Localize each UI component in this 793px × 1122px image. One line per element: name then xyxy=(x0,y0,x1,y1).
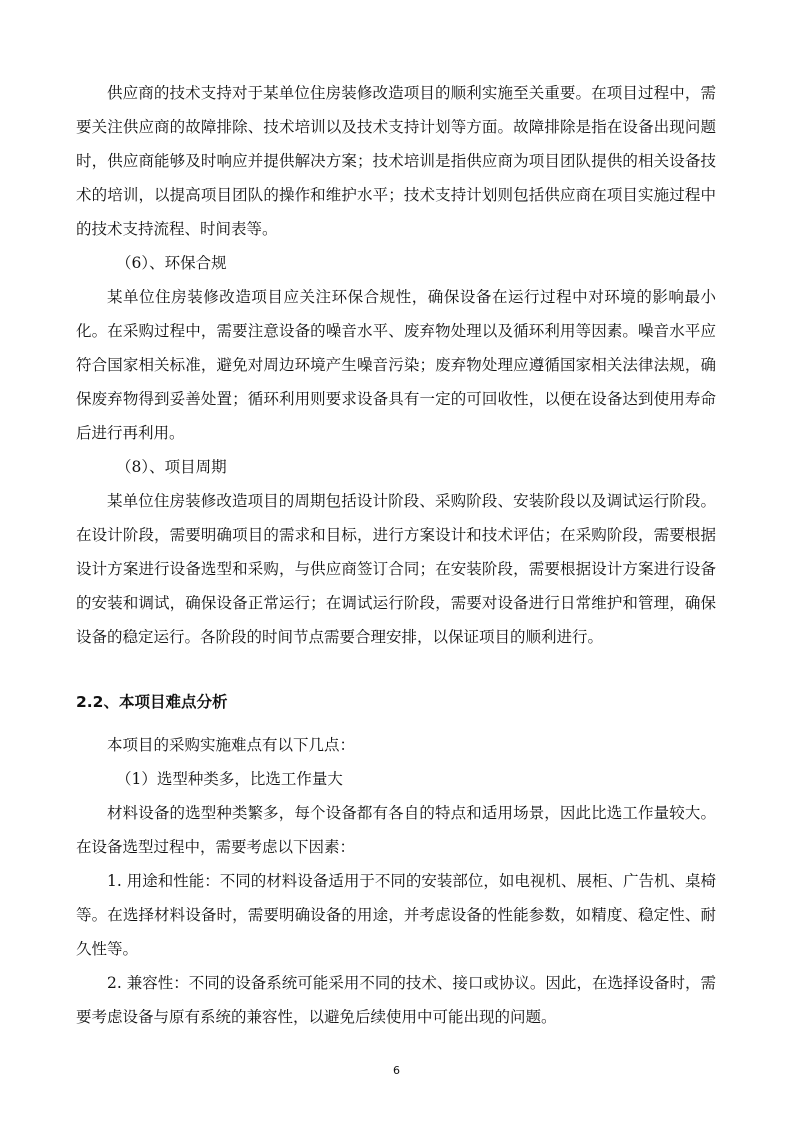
paragraph-selection: 材料设备的选型种类繁多，每个设备都有各自的特点和适用场景，因此比选工作量较大。在设备选型过程中，需要考虑以下因素： xyxy=(76,804,716,856)
paragraph-tech-support: 供应商的技术支持对于某单位住房装修改造项目的顺利实施至关重要。在项目过程中，需要关注供应商的故障排除、技术培训以及技术支持计划等方面。故障排除是指在设备出现问题时，供应商能够及时响应并提供解决方案；技术培训是指供应商为项目团队提供的相关设备技术的培训，以提高项目团队的操作和维护水平；技术支持计划则包括供应商在项目实施过程中的技术支持流程、时间表等。 xyxy=(76,84,716,238)
list-item-compatibility: 2. 兼容性：不同的设备系统可能采用不同的技术、接口或协议。因此，在选择设备时，需要考虑设备与原有系统的兼容性，以避免后续使用中可能出现的问题。 xyxy=(76,974,716,1026)
paragraph-project-cycle: 某单位住房装修改造项目的周期包括设计阶段、采购阶段、安装阶段以及调试运行阶段。在设计阶段，需要明确项目的需求和目标，进行方案设计和技术评估；在采购阶段，需要根据设计方案进行设备选型和采购，与供应商签订合同；在安装阶段，需要根据设计方案进行设备的安装和调试，确保设备正常运行；在调试运行阶段，需要对设备进行日常维护和管理，确保设备的稳定运行。各阶段的时间节点需要合理安排，以保证项目的顺利进行。 xyxy=(76,492,716,646)
heading-project-cycle: （8）、项目周期 xyxy=(116,458,227,476)
section-heading-2-2: 2.2、本项目难点分析 xyxy=(76,693,228,711)
heading-selection: （1）选型种类多，比选工作量大 xyxy=(116,770,343,788)
content-block-2 xyxy=(76,728,716,1034)
content-block-1 xyxy=(76,76,716,654)
heading-environmental: （6）、环保合规 xyxy=(116,254,227,272)
list-item-purpose: 1. 用途和性能：不同的材料设备适用于不同的安装部位，如电视机、展柜、广告机、桌椅等。在选择材料设备时，需要明确设备的用途，并考虑设备的性能参数，如精度、稳定性、耐久性等。 xyxy=(76,872,716,958)
paragraph-environmental: 某单位住房装修改造项目应关注环保合规性，确保设备在运行过程中对环境的影响最小化。在采购过程中，需要注意设备的噪音水平、废弃物处理以及循环利用等因素。噪音水平应符合国家相关标准，避免对周边环境产生噪音污染；废弃物处理应遵循国家相关法律法规，确保废弃物得到妥善处置；循环利用则要求设备具有一定的可回收性，以便在设备达到使用寿命后进行再利用。 xyxy=(76,288,716,442)
page-number: 6 xyxy=(393,1064,400,1077)
paragraph-difficulties-intro: 本项目的采购实施难点有以下几点： xyxy=(107,736,356,754)
